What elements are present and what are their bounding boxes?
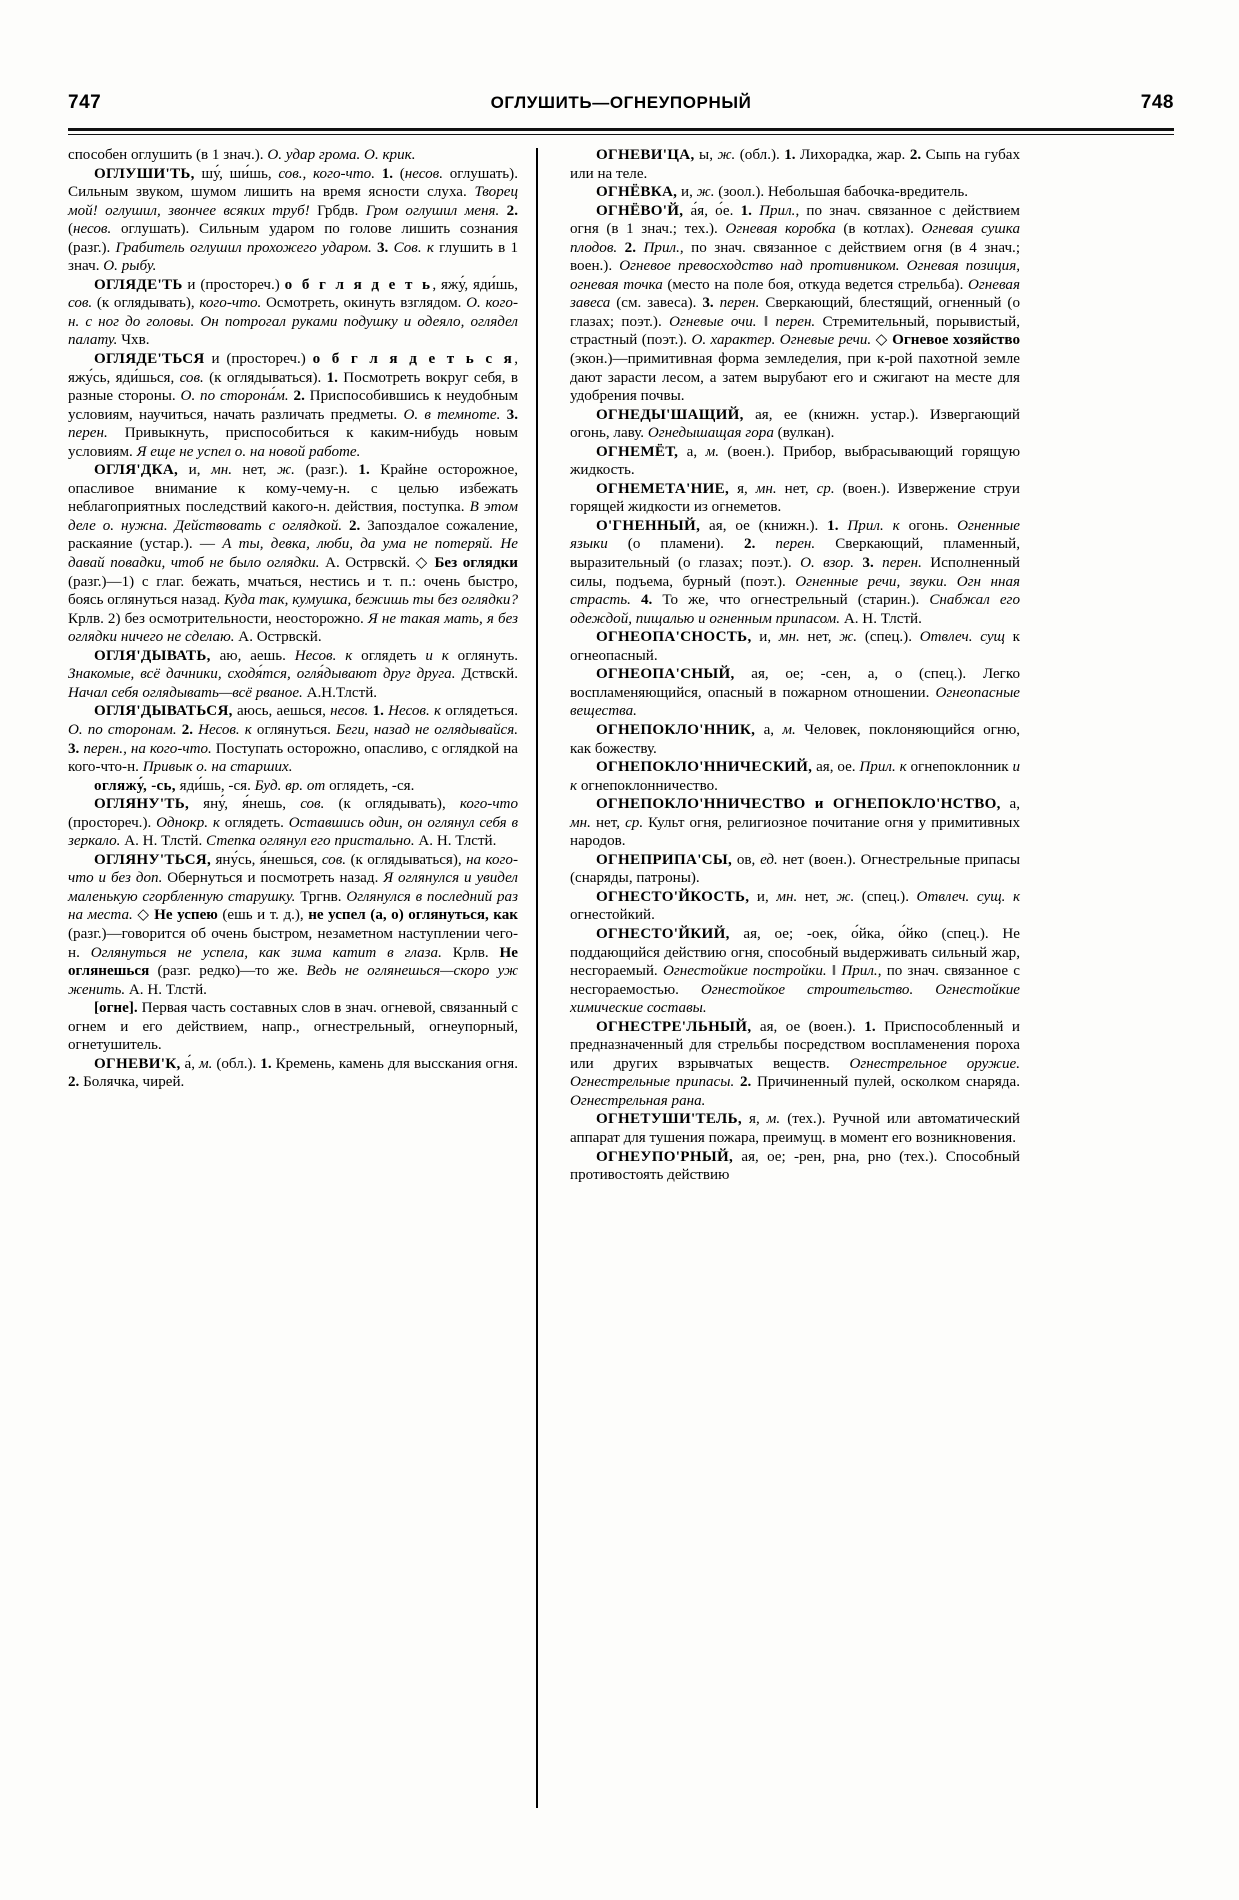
- entry-ognevik: ОГНЕВИ'К, а́, м. (обл.). 1. Кремень, камень для высскания огня. 2. Болячка, чирей.: [68, 1055, 518, 1091]
- entry-ognennyj: О'ГНЕННЫЙ, ая, ое (книжн.). 1. Прил. к огонь. Огненные языки (о пламени). 2. перен. Сверкающий, пламенный, выразительный (о глазах; поэт.). О. взор. 3. перен. Исполненный силы, подъема, бурный (поэт.). Огненные речи, звуки. Огн нная страсть. 4. То же, что огнестрельный (старин.). Снабжал его одеждой, пищалью и огненным припасом. А. Н. Тлстй.: [570, 517, 1021, 627]
- entry-oglushit: ОГЛУШИ'ТЬ, шу́, ши́шь, сов., кого-что. 1. (несов. оглушать). Сильным звуком, шумом лишить на время ясности слуха. Творец мой! оглушил, звончее всяких труб! Грбдв. Гром оглушил меня. 2. (несов. оглушать). Сильным ударом по голове лишить сознания (разг.). Грабитель оглушил прохожего ударом. 3. Сов. к глушить в 1 знач. О. рыбу.: [68, 165, 518, 275]
- entry-ognevoj: ОГНЁВО'Й, а́я, о́е. 1. Прил., по знач. связанное с действием огня (в 1 знач.; тех.). Огневая коробка (в котлах). Огневая сушка плодов. 2. Прил., по знач. связанное с действием огня (в 4 знач.; воен.). Огневое превосходство над противником. Огневая позиция, огневая точка (место на поле боя, откуда ведется стрельба). Огневая завеса (см. завеса). 3. перен. Сверкающий, блестящий, огненный (о глазах; поэт.). Огневые очи. ‖ перен. Стремительный, порывистый, страстный (поэт.). О. характер. Огневые речи. ◇ Огневое хозяйство (экон.)—примитивная форма земледелия, при к-рой пахотной земле дают зарасти лесом, а затем вырубают его и сжигают на месте для удобрения почвы.: [570, 202, 1021, 405]
- folio-right: 748: [1140, 92, 1174, 113]
- entry-ogne: [огне]. Первая часть составных слов в знач. огневой, связанный с огнем и его действием, напр., огнестрельный, огнеупорный, огнетушитель.: [68, 1000, 518, 1054]
- folio-left: 747: [68, 92, 102, 113]
- right-column: [538, 146, 1020, 1836]
- entry-carryover-oglushit: способен оглушить (в 1 знач.). О. удар грома. О. крик.: [68, 147, 416, 163]
- entry-ogljanutsja: ОГЛЯНУ'ТЬСЯ, яну́сь, я́нешься, сов. (к оглядываться), на кого-что и без доп. Обернуться и посмотреть назад. Я оглянулся и увидел маленькую сгорбленную старушку. Тргнв. Оглянулся в последний раз на места. ◇ Не успею (ешь и т. д.), не успел (а, о) оглянуться, как (разг.)—говорится об очень быстром, незаметном наступлении чего-н. Оглянуться не успела, как зима катит в глаза. Крлв. Не оглянешься (разг. редко)—то же. Ведь не оглянешься—скоро уж женить. А. Н. Тлстй.: [68, 851, 519, 998]
- entry-ogljadetsja: ОГЛЯДЕ'ТЬСЯ и (простореч.) о б г л я д е т ь с я, яжу́сь, яди́шься, сов. (к оглядываться). 1. Посмотреть вокруг себя, в разные стороны. О. по сторона́м. 2. Приспособившись к неудобным условиям, научиться, начать различать предметы. О. в темноте. 3. перен. Привыкнуть, приспособиться к каким-нибудь новым условиям. Я еще не успел о. на новой работе.: [68, 351, 519, 460]
- column-container: [68, 146, 1174, 1836]
- entry-ognevica: ОГНЕВИ'ЦА, ы, ж. (обл.). 1. Лихорадка, жар. 2. Сыпь на губах или на теле.: [570, 147, 1020, 182]
- running-head: [68, 92, 1174, 122]
- entry-ognevka: ОГНЁВКА, и, ж. (зоол.). Небольшая бабочка-вредитель.: [596, 184, 969, 201]
- entry-ognetushitel: ОГНЕТУШИ'ТЕЛЬ, я, м. (тех.). Ручной или автоматический аппарат для тушения пожара, преимущ. в момент его возникновения.: [570, 1111, 1020, 1146]
- entry-ognepripasy: ОГНЕПРИПА'СЫ, ов, ед. нет (воен.). Огнестрельные припасы (снаряды, патроны).: [570, 851, 1020, 887]
- entry-ognestojkij: ОГНЕСТО'ЙКИЙ, ая, ое; -оек, о́йка, о́йко (спец.). Не поддающийся действию огня, способный выдерживать сильный жар, несгораемый. Огнестойкие постройки. ‖ Прил., по знач. связанное с несгораемостью. Огнестойкое строительство. Огнестойкие химические составы.: [570, 925, 1020, 1017]
- entry-ognepoklonnik: ОГНЕПОКЛО'ННИК, а, м. Человек, поклоняющийся огню, как божеству.: [570, 721, 1020, 757]
- entry-ognepoklonnichestvo: ОГНЕПОКЛО'ННИЧЕСТВО и ОГНЕПОКЛО'НСТВО, а, мн. нет, ср. Культ огня, религиозное почитание огня у примитивных народов.: [570, 796, 1021, 850]
- entry-ogneupornyj: ОГНЕУПО'РНЫЙ, ая, ое; -рен, рна, рно (тех.). Способный противостоять действию: [570, 1148, 1020, 1184]
- entry-ogljazhu: огляжу́, -сь, яди́шь, -ся. Буд. вр. от оглядеть, -ся.: [94, 777, 415, 794]
- entry-ognemetanie: ОГНЕМЕТА'НИЕ, я, мн. нет, ср. (воен.). Извержение струи горящей жидкости из огнеметов.: [570, 480, 1021, 516]
- entry-ogljadyvat: ОГЛЯ'ДЫВАТЬ, аю, аешь. Несов. к оглядеть и к оглянуть. Знакомые, всё дачники, сходя́тся, огля́дывают друг друга. Дствскй. Начал себя оглядывать—всё рваное. А.Н.Тлстй.: [68, 647, 518, 701]
- entry-ogljadka: ОГЛЯ'ДКА, и, мн. нет, ж. (разг.). 1. Крайне осторожное, опасливое внимание к кому-чему-н. с целью избежать неблагоприятных последствий какого-н. действия, поступка. В этом деле о. нужна. Действовать с оглядкой. 2. Запоздалое сожаление, раскаяние (устар.). — А ты, девка, люби, да ума не потеряй. Не давай повадки, чтоб не было оглядки. А. Острвскй. ◇ Без оглядки (разг.)—1) с глаг. бежать, мчаться, нестись и т. п.: очень быстро, боясь оглянуться назад. Куда так, кумушка, бежишь ты без оглядки? Крлв. 2) без осмотрительности, неосторожно. Я не такая мать, я без оглядки ничего не сделаю. А. Острвскй.: [68, 462, 519, 646]
- entry-ognemjot: ОГНЕМЁТ, а, м. (воен.). Прибор, выбрасывающий горящую жидкость.: [570, 443, 1020, 479]
- left-column: [68, 146, 536, 1836]
- entry-ogljadyvatsja: ОГЛЯ'ДЫВАТЬСЯ, аюсь, аешься, несов. 1. Несов. к оглядеться. О. по сторонам. 2. Несов. к оглянуться. Беги, назад не оглядывайся. 3. перен., на кого-что. Поступать осторожно, опасливо, с оглядкой на кого-что-н. Привык о. на старших.: [68, 703, 519, 776]
- entry-ogneopasnyj: ОГНЕОПА'СНЫЙ, ая, ое; -сен, а, о (спец.). Легко воспламеняющийся, опасный в пожарном отношении. Огнеопасные вещества.: [570, 666, 1020, 720]
- entry-ognepoklonnicheskij: ОГНЕПОКЛО'ННИЧЕСКИЙ, ая, ое. Прил. к огнепоклонник и к огнепоклонничество.: [570, 759, 1021, 794]
- entry-ogljanut: ОГЛЯНУ'ТЬ, яну́, я́нешь, сов. (к оглядывать), кого-что (простореч.). Однокр. к оглядеть. Оставшись один, он оглянул себя в зеркало. А. Н. Тлстй. Степка оглянул его пристально. А. Н. Тлстй.: [68, 796, 519, 850]
- header-rule: [68, 128, 1174, 135]
- entry-ogljadet: ОГЛЯДЕ'ТЬ и (простореч.) о б г л я д е т ь, яжу́, яди́шь, сов. (к оглядывать), кого-что. Осмотреть, окинуть взглядом. О. кого-н. с ног до головы. Он потрогал руками подушку и одеяло, оглядел палату. Чхв.: [68, 276, 518, 349]
- entry-ogneopasnost: ОГНЕОПА'СНОСТЬ, и, мн. нет, ж. (спец.). Отвлеч. сущ к огнеопасный.: [570, 629, 1021, 664]
- entry-ognedyshashchij: ОГНЕДЫ'ШАЩИЙ, ая, ее (книжн. устар.). Извергающий огонь, лаву. Огнедышащая гора (вулкан).: [570, 406, 1020, 442]
- entry-ognestrelnyj: ОГНЕСТРЕ'ЛЬНЫЙ, ая, ое (воен.). 1. Приспособленный и предназначенный для стрельбы посредством воспламенения пороха или других взрывчатых веществ. Огнестрельное оружие. Огнестрельные припасы. 2. Причиненный пулей, осколком снаряда. Огнестрельная рана.: [570, 1018, 1020, 1109]
- entry-ognestojkost: ОГНЕСТО'ЙКОСТЬ, и, мн. нет, ж. (спец.). Отвлеч. сущ. к огнестойкий.: [570, 888, 1021, 924]
- running-head-words: ОГЛУШИТЬ—ОГНЕУПОРНЫЙ: [490, 93, 752, 112]
